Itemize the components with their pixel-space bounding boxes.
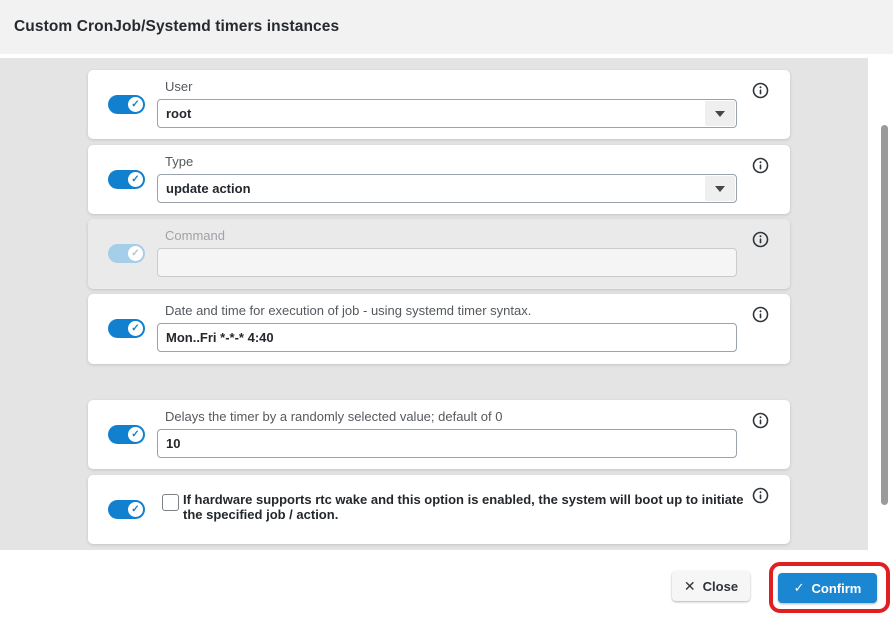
field-row-delay	[88, 400, 790, 469]
toggle-check-icon: ✓	[128, 172, 143, 187]
field-row-type	[88, 145, 790, 214]
command-input[interactable]	[157, 248, 737, 277]
delay-input[interactable]	[157, 429, 737, 458]
toggle-check-icon: ✓	[128, 321, 143, 336]
command-label: Command	[165, 228, 225, 243]
type-label: Type	[165, 154, 194, 169]
user-select-value: root	[166, 106, 192, 121]
field-row-rtc-wake	[88, 475, 790, 544]
type-select-value: update action	[166, 181, 251, 196]
dialog-header	[0, 0, 893, 54]
type-select[interactable]	[157, 174, 737, 203]
dropdown-arrow-icon[interactable]	[705, 176, 735, 201]
confirm-check-icon: ✓	[793, 580, 805, 595]
confirm-button[interactable]	[778, 573, 877, 603]
rtc-wake-label: If hardware supports rtc wake and this option is enabled, the system will boot up to initiate the specified job / action.	[183, 492, 744, 522]
toggle-check-icon: ✓	[128, 246, 143, 261]
delay-label: Delays the timer by a randomly selected value; default of 0	[165, 409, 503, 424]
type-info-icon[interactable]	[752, 157, 769, 174]
type-toggle[interactable]	[108, 170, 145, 189]
toggle-check-icon: ✓	[128, 502, 143, 517]
rtc-wake-checkbox[interactable]	[162, 494, 179, 511]
field-row-user	[88, 70, 790, 139]
user-label: User	[165, 79, 193, 94]
page-title: Custom CronJob/Systemd timers instances	[14, 18, 340, 35]
close-icon: ✕	[683, 577, 696, 594]
close-button-label: Close	[702, 578, 739, 594]
command-info-icon[interactable]	[752, 231, 769, 248]
rtc-wake-toggle[interactable]	[108, 500, 145, 519]
delay-toggle[interactable]	[108, 425, 145, 444]
toggle-check-icon: ✓	[128, 427, 143, 442]
scrollbar-thumb[interactable]	[881, 125, 888, 505]
confirm-button-label: Confirm	[811, 580, 862, 596]
schedule-input[interactable]	[157, 323, 737, 352]
schedule-toggle[interactable]	[108, 319, 145, 338]
schedule-info-icon[interactable]	[752, 306, 769, 323]
field-row-schedule	[88, 294, 790, 364]
rtc-wake-info-icon[interactable]	[752, 487, 769, 504]
dropdown-arrow-icon[interactable]	[705, 101, 735, 126]
field-row-command	[88, 219, 790, 289]
delay-info-icon[interactable]	[752, 412, 769, 429]
toggle-check-icon: ✓	[128, 97, 143, 112]
user-toggle[interactable]	[108, 95, 145, 114]
schedule-label: Date and time for execution of job - using systemd timer syntax.	[165, 303, 532, 318]
command-toggle[interactable]	[108, 244, 145, 263]
scrollbar-track[interactable]	[869, 54, 893, 550]
user-select[interactable]	[157, 99, 737, 128]
close-button[interactable]	[672, 571, 750, 601]
user-info-icon[interactable]	[752, 82, 769, 99]
